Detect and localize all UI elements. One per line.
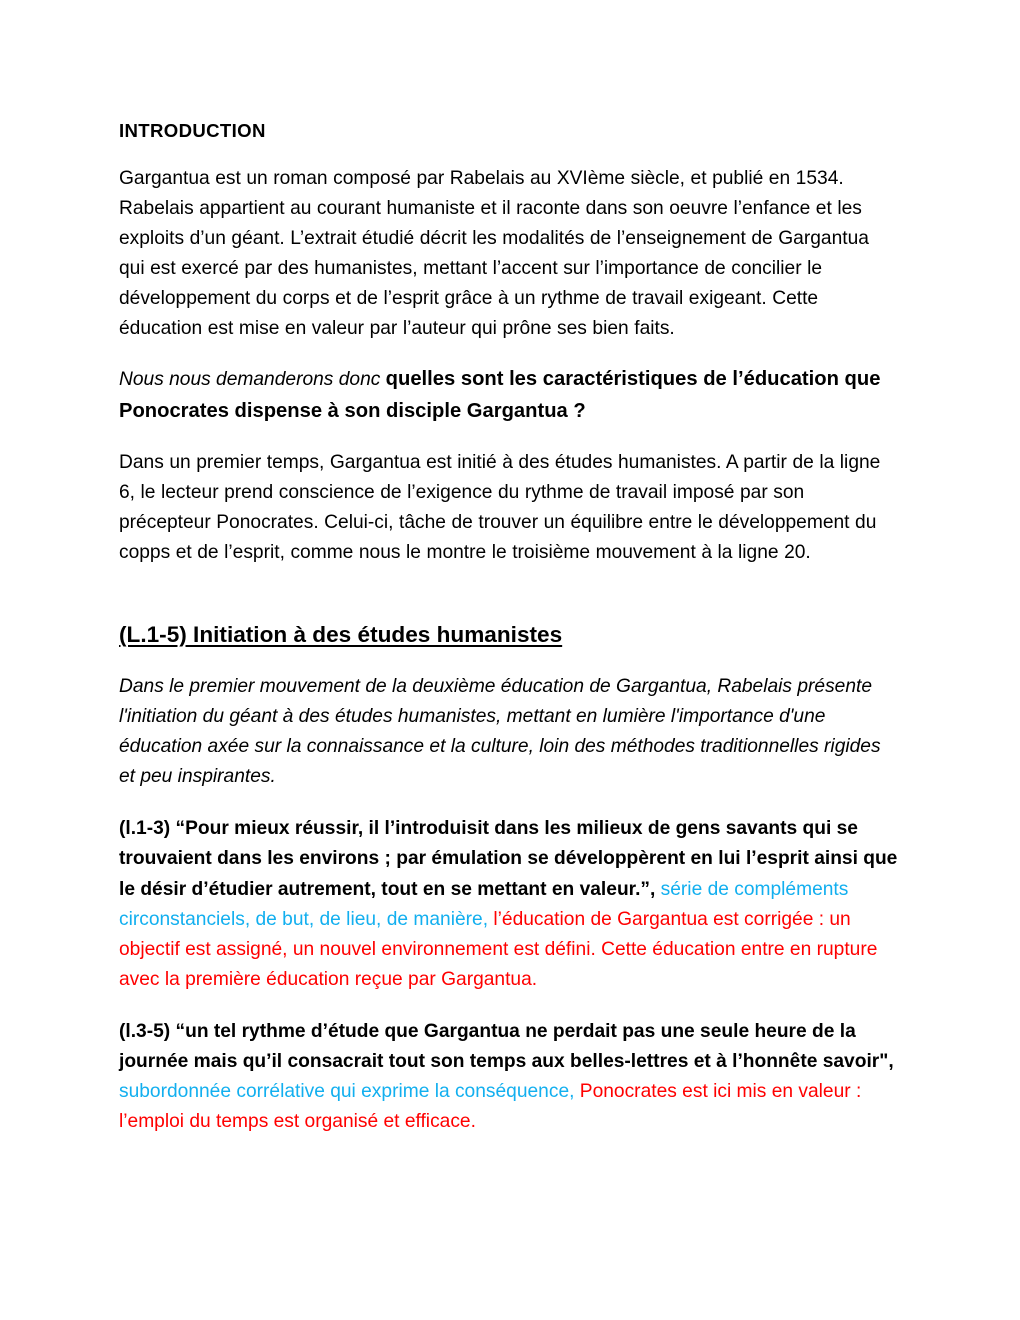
section-heading	[119, 620, 900, 651]
analysis-grammar-label: série de compléments circonstanciels, de but, de lieu, de manière,	[119, 878, 849, 930]
introduction-heading: INTRODUCTION	[119, 120, 266, 141]
problematique-lead-in: Nous nous demanderons donc	[119, 369, 386, 391]
annonce-plan-paragraph: Dans un premier temps, Gargantua est initié à des études humanistes. A partir de la ligne 6, le lecteur prend conscience de l’exigence du rythme de travail imposé par son précepteur Ponocrates. Celui-ci, tâche de trouver un équilibre entre le développement du copps et de l’esprit, comme nous le montre le troisième mouvement à la ligne 20.	[119, 451, 881, 563]
section-heading-text: (L.1-5) Initiation à des études humanistes	[119, 621, 563, 647]
analysis-block-2	[119, 1017, 900, 1137]
problematique-paragraph	[119, 364, 900, 427]
analysis-quote: (l.3-5) “un tel rythme d’étude que Gargantua ne perdait pas une seule heure de la journée mais qu’il consacrait tout son temps aux belles-lettres et à l’honnête savoir",	[119, 1020, 894, 1072]
section-chapeau-paragraph: Dans le premier mouvement de la deuxième éducation de Gargantua, Rabelais présente l'initiation du géant à des études humanistes, mettant en lumière l'importance d'une éducation axée sur la connaissance et la culture, loin des méthodes traditionnelles rigides et peu inspirantes.	[119, 676, 881, 788]
analysis-interpretation: Ponocrates est ici mis en valeur : l’emploi du temps est organisé et efficace.	[119, 1080, 862, 1132]
introduction-paragraph: Gargantua est un roman composé par Rabelais au XVIème siècle, et publié en 1534. Rabelais appartient au courant humaniste et il raconte dans son oeuvre l’enfance et les exploits d’un géant. L’extrait étudié décrit les modalités de l’enseignement de Gargantua qui est exercé par des humanistes, mettant l’accent sur l’importance de concilier le développement du corps et de l’esprit grâce à un rythme de travail exigeant. Cette éducation est mise en valeur par l’auteur qui prône ses bien faits.	[119, 168, 869, 340]
analysis-grammar-label: subordonnée corrélative qui exprime la conséquence,	[119, 1080, 580, 1102]
analysis-block-1	[119, 814, 900, 994]
analysis-quote: (l.1-3) “Pour mieux réussir, il l’introduisit dans les milieux de gens savants qui se trouvaient dans les environs ; par émulation se développèrent en lui l’esprit ainsi que le désir d’étudier autrement, tout en se mettant en valeur.”,	[119, 818, 898, 900]
problematique-question: quelles sont les caractéristiques de l’éducation que Ponocrates dispense à son disciple Gargantua ?	[119, 368, 881, 422]
analysis-interpretation: l’éducation de Gargantua est corrigée : un objectif est assigné, un nouvel environnement est défini. Cette éducation entre en rupture avec la première éducation reçue par Gargantua.	[119, 908, 878, 990]
document-body	[119, 118, 900, 1137]
